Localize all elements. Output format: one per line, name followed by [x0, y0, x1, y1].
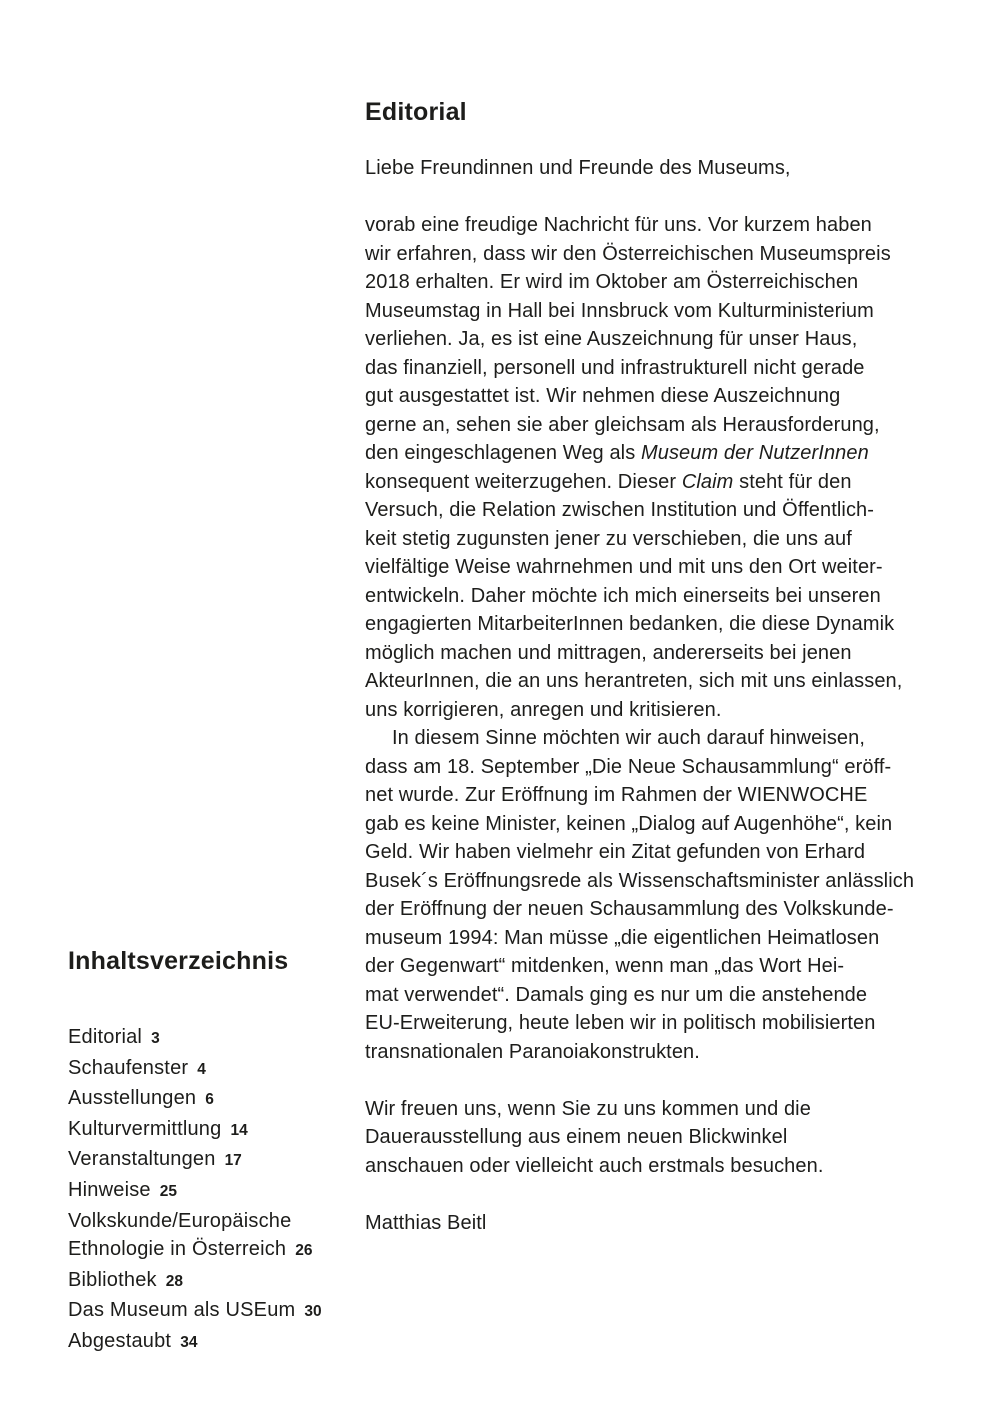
- table-of-contents: [68, 946, 368, 1358]
- toc-entry-page-number: 17: [224, 1152, 242, 1170]
- text-line: [365, 211, 975, 240]
- text-line: [365, 382, 975, 411]
- toc-entry: [68, 1054, 368, 1085]
- text-run: net wurde. Zur Eröffnung im Rahmen der WIENWOCHE: [365, 784, 868, 806]
- text-run: engagierten MitarbeiterInnen bedanken, die diese Dynamik: [365, 613, 895, 635]
- toc-entry-label: Ethnologie in Österreich: [68, 1238, 287, 1261]
- text-line: [365, 154, 975, 183]
- text-line: [365, 553, 975, 582]
- text-run: museum 1994: Man müsse „die eigentlichen Heimatlosen: [365, 926, 880, 949]
- text-run: uns korrigieren, anregen und kritisieren.: [365, 698, 722, 721]
- toc-entry: [68, 1023, 368, 1054]
- paragraph: [365, 211, 975, 1066]
- text-line: [365, 1152, 975, 1181]
- text-run: gab es keine Minister, keinen „Dialog auf Augenhöhe“, kein: [365, 812, 893, 835]
- toc-entry-page-number: 34: [180, 1333, 198, 1351]
- text-line: [365, 268, 975, 297]
- text-run: entwickeln. Daher möchte ich mich einerseits bei unseren: [365, 584, 881, 607]
- italic-text: Museum der NutzerInnen: [640, 442, 869, 464]
- text-run: Museumstag in Hall bei Innsbruck vom Kulturministerium: [365, 299, 874, 322]
- text-run: das finanziell, personell und infrastrukturell nicht gerade: [365, 356, 865, 379]
- text-line: [365, 952, 975, 981]
- text-line: [365, 325, 975, 354]
- toc-entry-label: Das Museum als USEum: [68, 1299, 296, 1322]
- italic-text: Claim: [681, 470, 734, 493]
- text-line: [365, 525, 975, 554]
- text-run: anschauen oder vielleicht auch erstmals besuchen.: [365, 1154, 824, 1177]
- text-line: [365, 924, 975, 953]
- text-run: vorab eine freudige Nachricht für uns. Vor kurzem haben: [365, 214, 872, 236]
- text-run: steht für den: [733, 470, 852, 493]
- toc-entry-page-number: 28: [165, 1272, 183, 1290]
- text-line: [365, 468, 975, 497]
- text-line: [365, 895, 975, 924]
- text-run: In diesem Sinne möchten wir auch darauf hinweisen,: [392, 727, 866, 749]
- text-run: möglich machen und mittragen, andererseits bei jenen: [365, 641, 852, 664]
- text-run: der Gegenwart“ mitdenken, wenn man „das Wort Hei-: [365, 955, 845, 977]
- editorial-title: Editorial: [365, 98, 467, 126]
- text-line: [365, 1123, 975, 1152]
- text-line: [365, 1209, 975, 1238]
- text-line: [365, 439, 975, 468]
- text-line: [365, 297, 975, 326]
- toc-entry-page-number: 3: [151, 1030, 160, 1047]
- toc-entry-page-number: 26: [295, 1242, 313, 1260]
- editorial-article: [365, 97, 975, 1237]
- text-run: Versuch, die Relation zwischen Institution und Öffentlich-: [365, 499, 875, 521]
- text-line: [365, 753, 975, 782]
- toc-entry: [68, 1266, 368, 1297]
- text-run: gerne an, sehen sie aber gleichsam als Herausforderung,: [365, 413, 880, 436]
- text-run: AkteurInnen, die an uns herantreten, sich mit uns einlassen,: [365, 670, 903, 692]
- text-line: [365, 354, 975, 383]
- text-run: wir erfahren, dass wir den Österreichischen Museumspreis: [365, 242, 891, 265]
- text-run: der Eröffnung der neuen Schausammlung des Volkskunde-: [365, 898, 894, 920]
- text-run: den eingeschlagenen Weg als: [365, 442, 641, 464]
- paragraph: [365, 1095, 975, 1181]
- text-run: dass am 18. September „Die Neue Schausammlung“ eröff-: [365, 755, 892, 778]
- toc-entry-page-number: 25: [159, 1182, 177, 1200]
- text-line: [365, 240, 975, 269]
- text-line: [365, 724, 975, 753]
- toc-entry-label: Ausstellungen: [68, 1087, 197, 1110]
- toc-entry-page-number: 30: [304, 1303, 322, 1321]
- text-line: [365, 696, 975, 725]
- text-line: [365, 867, 975, 896]
- text-line: [365, 1038, 975, 1067]
- toc-entry: [68, 1115, 368, 1146]
- text-run: Matthias Beitl: [365, 1211, 487, 1234]
- toc-list: [68, 1023, 368, 1358]
- text-run: EU-Erweiterung, heute leben wir in politisch mobilisierten: [365, 1012, 876, 1034]
- toc-entry-page-number: 14: [230, 1121, 248, 1139]
- toc-entry-label: Hinweise: [68, 1178, 151, 1201]
- text-run: keit stetig zugunsten jener zu verschieben, die uns auf: [365, 527, 852, 550]
- toc-entry-label: Abgestaubt: [68, 1329, 172, 1352]
- text-run: vielfältige Weise wahrnehmen und mit uns den Ort weiter-: [365, 556, 883, 578]
- text-line: [365, 610, 975, 639]
- text-run: gut ausgestattet ist. Wir nehmen diese Auszeichnung: [365, 385, 841, 407]
- toc-entry-label: Kulturvermittlung: [68, 1117, 222, 1140]
- text-line: [365, 639, 975, 668]
- text-run: Busek´s Eröffnungsrede als Wissenschaftsminister anlässlich: [365, 869, 915, 892]
- text-line: [365, 667, 975, 696]
- toc-entry: [68, 1327, 368, 1358]
- text-run: 2018 erhalten. Er wird im Oktober am Österreichischen: [365, 271, 859, 293]
- text-line: [365, 1095, 975, 1124]
- toc-title: Inhaltsverzeichnis: [68, 947, 289, 975]
- toc-entry: [68, 1296, 368, 1327]
- text-line: [365, 838, 975, 867]
- text-run: Dauerausstellung aus einem neuen Blickwinkel: [365, 1126, 788, 1148]
- text-run: konsequent weiterzugehen. Dieser: [365, 470, 682, 493]
- text-line: [365, 582, 975, 611]
- toc-entry: [68, 1235, 368, 1266]
- text-line: [365, 411, 975, 440]
- toc-entry-label: Editorial: [68, 1026, 143, 1048]
- toc-entry: [68, 1145, 368, 1176]
- text-line: [365, 810, 975, 839]
- toc-entry: [68, 1176, 368, 1207]
- toc-entry: [68, 1207, 368, 1236]
- text-run: Wir freuen uns, wenn Sie zu uns kommen und die: [365, 1097, 811, 1120]
- text-run: verliehen. Ja, es ist eine Auszeichnung für unser Haus,: [365, 328, 858, 350]
- text-run: Liebe Freundinnen und Freunde des Museums,: [365, 157, 791, 179]
- toc-entry-page-number: 4: [197, 1060, 206, 1078]
- text-run: mat verwendet“. Damals ging es nur um die anstehende: [365, 983, 868, 1006]
- paragraph: [365, 1209, 975, 1238]
- toc-entry-label: Schaufenster: [68, 1056, 189, 1079]
- toc-entry-page-number: 6: [205, 1091, 214, 1109]
- text-run: transnationalen Paranoiakonstrukten.: [365, 1040, 700, 1063]
- text-run: Geld. Wir haben vielmehr ein Zitat gefunden von Erhard: [365, 841, 866, 863]
- toc-entry-label: Veranstaltungen: [68, 1148, 216, 1171]
- toc-entry: [68, 1084, 368, 1115]
- toc-entry-label: Bibliothek: [68, 1268, 157, 1291]
- text-line: [365, 781, 975, 810]
- text-line: [365, 981, 975, 1010]
- editorial-body: [365, 154, 975, 1237]
- text-line: [365, 1009, 975, 1038]
- paragraph: [365, 154, 975, 183]
- text-line: [365, 496, 975, 525]
- toc-entry-label: Volkskunde/Europäische: [68, 1209, 292, 1232]
